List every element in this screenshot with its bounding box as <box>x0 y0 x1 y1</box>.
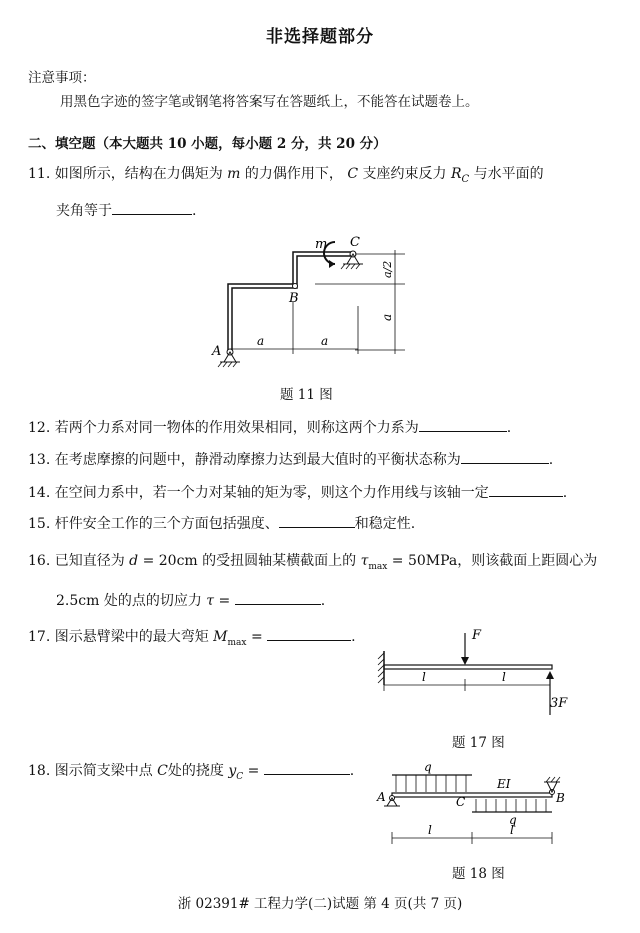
section-heading: 二、填空题（本大题共 10 小题，每小题 2 分，共 20 分） <box>28 136 387 152</box>
q17-text: 图示悬臂梁中的最大弯矩 <box>54 629 209 645</box>
q16-eq: = <box>214 593 231 609</box>
q14-text: 在空间力系中，若一个力对某轴的矩为零，则这个力作用线与该轴一定 <box>54 485 489 501</box>
q16-text-c: = 50MPa，则该截面上距圆心为 <box>387 553 598 569</box>
figure-18-caption: 题 18 图 <box>452 866 505 882</box>
q11-number: 11. <box>28 166 51 182</box>
q17-m-sub: max <box>227 637 247 648</box>
notice-text: 用黑色字迹的签字笔或钢笔将答案写在答题纸上，不能答在试题卷上。 <box>60 94 479 110</box>
fig11-label-c: C <box>350 235 360 250</box>
q18-end: . <box>349 763 355 779</box>
q11-text-c: 支座约束反力 <box>362 166 447 182</box>
question-14 <box>28 482 567 502</box>
fig18-label-q2: q <box>509 813 517 827</box>
question-18 <box>28 760 354 782</box>
figure-11-caption: 题 11 图 <box>280 387 333 403</box>
question-11-line1 <box>28 163 544 185</box>
notice-heading: 注意事项： <box>28 70 96 86</box>
fig17-dim-l1: l <box>422 670 426 684</box>
fig18-label-a: A <box>377 790 386 804</box>
fig17-label-f: F <box>472 628 482 643</box>
q11-text-b: 的力偶作用下， <box>244 166 343 182</box>
q16-tau2: τ <box>206 593 215 609</box>
q18-eq: = <box>243 763 260 779</box>
q18-answer-blank[interactable] <box>264 760 350 775</box>
fig18-label-q1: q <box>424 760 432 774</box>
fig17-label-3f: 3F <box>550 696 568 711</box>
fig11-label-m: m <box>315 237 328 252</box>
q15-number: 15. <box>28 516 51 532</box>
q16-end: . <box>320 593 326 609</box>
q12-text: 若两个力系对同一物体的作用效果相同，则称这两个力系为 <box>54 420 419 436</box>
fig18-dim-l2: l <box>510 823 514 837</box>
q13-number: 13. <box>28 452 51 468</box>
q17-number: 17. <box>28 629 51 645</box>
question-11-line2 <box>56 200 196 220</box>
q12-end: . <box>506 420 512 436</box>
fig17-dim-l2: l <box>502 670 506 684</box>
q18-text-b: 处的挠度 <box>167 763 224 779</box>
q16-tau: τ <box>360 553 369 569</box>
q12-number: 12. <box>28 420 51 436</box>
question-17 <box>28 626 356 648</box>
q14-number: 14. <box>28 485 51 501</box>
q16-answer-blank[interactable] <box>235 590 321 605</box>
fig17-dims <box>384 679 550 691</box>
q11-text-e: 夹角等于 <box>56 203 112 219</box>
q13-answer-blank[interactable] <box>461 449 549 464</box>
fig11-dim-horizontal <box>230 302 358 354</box>
fig18-load-right-arrows <box>476 799 546 812</box>
q18-y-sub: C <box>236 771 244 782</box>
fig18-dims <box>392 832 552 844</box>
fig11-moment-head <box>329 260 335 268</box>
q17-eq: = <box>246 629 263 645</box>
q16-d: d <box>129 553 139 569</box>
q11-end: . <box>192 203 197 219</box>
q11-m: m <box>227 166 241 182</box>
q14-end: . <box>562 485 568 501</box>
figure-17 <box>372 625 582 720</box>
question-13 <box>28 449 553 469</box>
fig11-label-a: A <box>212 344 222 359</box>
fig11-pin-b <box>293 284 298 289</box>
q11-c: C <box>347 166 359 182</box>
fig17-force-f-head <box>461 657 469 665</box>
q14-answer-blank[interactable] <box>489 482 563 497</box>
q11-text-d: 与水平面的 <box>473 166 544 182</box>
q16-number: 16. <box>28 553 51 569</box>
q17-answer-blank[interactable] <box>267 626 351 641</box>
q11-answer-blank[interactable] <box>112 200 192 215</box>
q12-answer-blank[interactable] <box>419 417 507 432</box>
fig11-hatch-a <box>218 362 237 367</box>
fig17-wall-hatch <box>378 653 384 683</box>
question-12 <box>28 417 511 437</box>
page-footer: 浙 02391# 工程力学(二)试题 第 4 页(共 7 页) <box>177 896 463 912</box>
figure-17-caption: 题 17 图 <box>452 735 505 751</box>
q13-text: 在考虑摩擦的问题中，静滑动摩擦力达到最大值时的平衡状态称为 <box>54 452 461 468</box>
q15-text-a: 杆件安全工作的三个方面包括强度、 <box>54 516 279 532</box>
question-16-line2 <box>56 590 325 610</box>
fig17-force-3f-head <box>546 671 554 679</box>
fig18-label-c: C <box>456 795 466 809</box>
q18-c: C <box>157 763 168 779</box>
q18-number: 18. <box>28 763 51 779</box>
q18-y: y <box>228 763 237 779</box>
fig18-load-left-arrows <box>396 775 466 792</box>
fig17-beam <box>384 665 552 669</box>
q13-end: . <box>548 452 554 468</box>
fig18-label-b: B <box>556 791 565 805</box>
q16-text-b: = 20cm 的受扭圆轴某横截面上的 <box>138 553 357 569</box>
question-15 <box>28 513 415 533</box>
fig11-hatch-c <box>341 264 360 269</box>
q16-text-d: 2.5cm 处的点的切应力 <box>56 593 202 609</box>
fig11-dim-a-vertical: a <box>380 313 394 321</box>
q15-text-b: 和稳定性. <box>354 516 416 532</box>
page-title: 非选择题部分 <box>266 27 374 47</box>
figure-18 <box>372 758 582 853</box>
q16-tau-sub: max <box>368 561 388 572</box>
fig11-dim-a-half: a/2 <box>381 260 394 278</box>
question-16-line1 <box>28 550 597 572</box>
fig18-dim-l1: l <box>428 823 432 837</box>
q11-text-a: 如图所示，结构在力偶矩为 <box>54 166 223 182</box>
fig18-label-ei: EI <box>497 777 511 791</box>
q11-r-sub: C <box>461 173 470 185</box>
fig18-beam <box>392 793 552 797</box>
q18-text-a: 图示简支梁中点 <box>54 763 153 779</box>
fig11-dim-a2: a <box>321 334 329 348</box>
figure-11 <box>195 228 415 378</box>
q15-answer-blank[interactable] <box>279 513 355 528</box>
fig18-hatch-b <box>546 777 560 782</box>
q17-end: . <box>351 629 356 645</box>
q16-text-a: 已知直径为 <box>54 553 125 569</box>
fig11-label-b: B <box>289 291 299 306</box>
q11-r: R <box>450 166 462 182</box>
q17-m: M <box>213 629 228 645</box>
fig11-dim-a1: a <box>257 334 265 348</box>
